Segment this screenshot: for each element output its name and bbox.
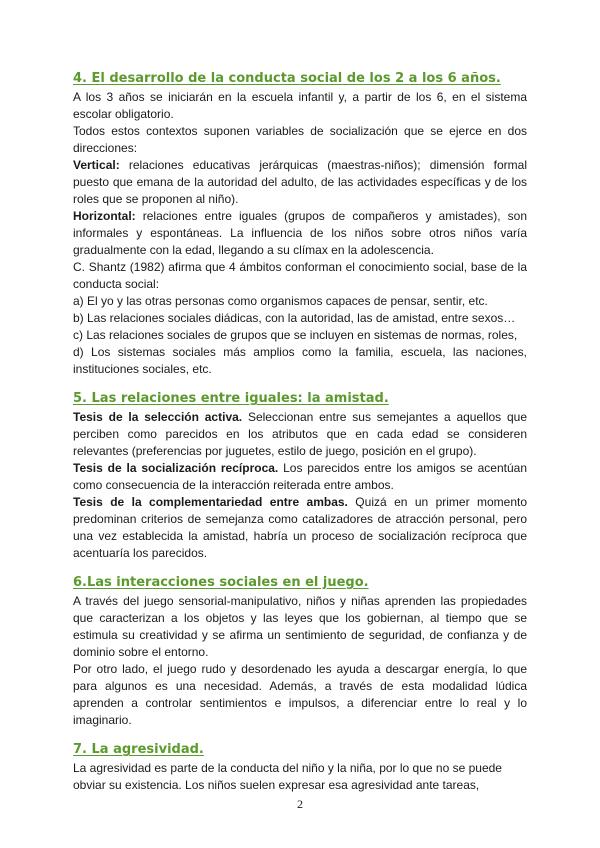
list-item: d) Los sistemas sociales más amplios como la familia, escuela, las naciones, instituciones sociales, etc. xyxy=(73,345,527,376)
paragraph: La agresividad es parte de la conducta del niño y la niña, por lo que no se puede obviar su existencia. Los niños suelen expresar esa agresividad ante tareas, xyxy=(73,761,502,792)
term-thesis: Tesis de la complementariedad entre ambas. xyxy=(73,495,348,509)
section-heading-7: 7. La agresividad. xyxy=(73,742,204,757)
page-content xyxy=(73,70,527,794)
term-thesis: Tesis de la selección activa. xyxy=(73,410,243,424)
paragraph: A los 3 años se iniciarán en la escuela infantil y, a partir de los 6, en el sistema escolar obligatorio. xyxy=(73,90,527,121)
page-number: 2 xyxy=(297,797,303,811)
section-heading-4: 4. El desarrollo de la conducta social de los 2 a los 6 años. xyxy=(73,71,501,86)
paragraph: Por otro lado, el juego rudo y desordenado les ayuda a descargar energía, lo que para algunos es una necesidad. Además, a través de esta modalidad lúdica aprenden a controlar sentimientos e impulsos, a diferenciar entre lo real y lo imaginario. xyxy=(73,662,527,727)
list-item: c) Las relaciones sociales de grupos que se incluyen en sistemas de normas, roles, xyxy=(73,328,518,342)
paragraph-horizontal: Horizontal: relaciones entre iguales (grupos de compañeros y amistades), son informales y espontáneas. La influencia de los niños sobre otros niños varía gradualmente con la edad, llegando a su clímax en la adolescencia. xyxy=(73,209,527,257)
section-heading-6: 6.Las interacciones sociales en el juego. xyxy=(73,575,369,590)
term-thesis: Tesis de la socialización recíproca. xyxy=(73,461,279,475)
paragraph-vertical: Vertical: relaciones educativas jerárquicas (maestras-niños); dimensión formal puesto que emana de la autoridad del adulto, de las actividades específicas y de los roles que se proponen al niño). xyxy=(73,158,527,206)
paragraph-thesis: Tesis de la socialización recíproca. Los parecidos entre los amigos se acentúan como consecuencia de la interacción reiterada entre ambos. xyxy=(73,461,527,492)
term-vertical: Vertical: xyxy=(73,158,120,172)
section-heading-5: 5. Las relaciones entre iguales: la amistad. xyxy=(73,391,389,406)
paragraph: A través del juego sensorial-manipulativo, niños y niñas aprenden las propiedades que caracterizan a los objetos y las leyes que los gobiernan, al tiempo que se estimula su creatividad y se afirma un sentimiento de seguridad, de confianza y de dominio sobre el entorno. xyxy=(73,594,527,659)
list-item: b) Las relaciones sociales diádicas, con la autoridad, las de amistad, entre sexos… xyxy=(73,311,516,325)
paragraph-thesis: Tesis de la selección activa. Seleccionan entre sus semejantes a aquellos que perciben como parecidos en los atributos que en cada edad se consideren relevantes (preferencias por juguetes, estilo de juego, posición en el grupo). xyxy=(73,410,527,458)
paragraph: C. Shantz (1982) afirma que 4 ámbitos conforman el conocimiento social, base de la conducta social: xyxy=(73,260,527,291)
paragraph-thesis: Tesis de la complementariedad entre ambas. Quizá en un primer momento predominan criterios de semejanza como catalizadores de atracción personal, pero una vez establecida la amistad, habría un proceso de socialización recíproca que acentuaría los parecidos. xyxy=(73,495,527,560)
paragraph: Todos estos contextos suponen variables de socialización que se ejerce en dos direcciones: xyxy=(73,124,527,155)
list-item: a) El yo y las otras personas como organismos capaces de pensar, sentir, etc. xyxy=(73,294,488,308)
term-horizontal: Horizontal: xyxy=(73,209,136,223)
